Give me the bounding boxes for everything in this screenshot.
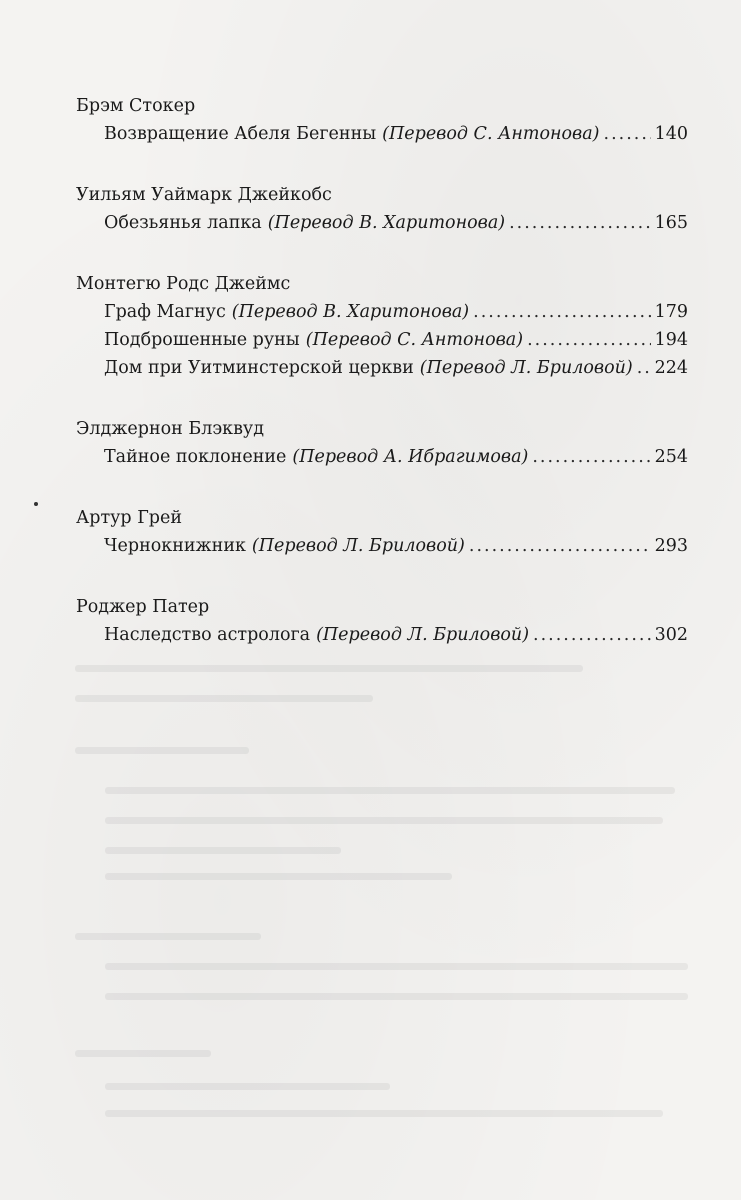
story-title: Наследство астролога xyxy=(104,625,311,645)
story-title: Граф Магнус xyxy=(104,302,226,322)
toc-section xyxy=(76,504,688,560)
bleed-through-line xyxy=(75,690,695,707)
story-title: Возвращение Абеля Бегенны xyxy=(104,124,377,144)
toc-entry xyxy=(104,326,688,354)
story-title: Обезьянья лапка xyxy=(104,213,262,233)
page-number: 254 xyxy=(654,447,688,467)
translator-credit: (Перевод Л. Бриловой) xyxy=(316,625,530,645)
toc-section xyxy=(76,593,688,649)
toc-section xyxy=(76,181,688,237)
author-name: Монтегю Родс Джеймс xyxy=(76,274,291,294)
page-number: 302 xyxy=(654,625,688,645)
bleed-through-line xyxy=(75,958,695,975)
dot-leader xyxy=(533,621,651,649)
toc-section xyxy=(76,270,688,382)
author-name: Брэм Стокер xyxy=(76,96,196,116)
page-number: 140 xyxy=(654,124,688,144)
bleed-through-line xyxy=(75,1105,695,1122)
author-name: Элджернон Блэквуд xyxy=(76,419,265,439)
bleed-through-line xyxy=(75,842,695,859)
dot-leader xyxy=(473,298,650,326)
toc-entry xyxy=(104,354,688,382)
dot-leader xyxy=(637,354,651,382)
page-number: 224 xyxy=(654,358,688,378)
bleed-through-line xyxy=(75,1078,695,1095)
story-title: Подброшенные руны xyxy=(104,330,300,350)
translator-credit: (Перевод С. Антонова) xyxy=(382,124,600,144)
bleed-through-line xyxy=(75,742,695,759)
translator-credit: (Перевод Л. Бриловой) xyxy=(251,536,465,556)
page-number: 179 xyxy=(654,302,688,322)
bleed-through-line xyxy=(75,928,695,945)
toc-entry xyxy=(104,621,688,649)
bleed-through-line xyxy=(75,988,695,1005)
toc-entry xyxy=(104,443,688,471)
toc-entry xyxy=(104,298,688,326)
page-number: 293 xyxy=(654,536,688,556)
story-title: Чернокнижник xyxy=(104,536,246,556)
author-name: Уильям Уаймарк Джейкобс xyxy=(76,185,332,205)
translator-credit: (Перевод В. Харитонова) xyxy=(231,302,470,322)
toc-entry xyxy=(104,120,688,148)
translator-credit: (Перевод С. Антонова) xyxy=(305,330,524,350)
story-title: Тайное поклонение xyxy=(104,447,287,467)
bleed-through-line xyxy=(75,782,695,799)
translator-credit: (Перевод В. Харитонова) xyxy=(267,213,506,233)
translator-credit: (Перевод А. Ибрагимова) xyxy=(292,447,529,467)
dot-leader xyxy=(509,209,650,237)
toc-section xyxy=(76,415,688,471)
page-number: 165 xyxy=(654,213,688,233)
table-of-contents xyxy=(76,92,688,649)
toc-section xyxy=(76,92,688,148)
toc-entry xyxy=(104,532,688,560)
story-title: Дом при Уитминстерской церкви xyxy=(104,358,414,378)
bleed-through-line xyxy=(75,660,695,677)
bleed-through-line xyxy=(75,1045,695,1062)
dot-leader xyxy=(532,443,650,471)
dot-leader xyxy=(527,326,651,354)
dot-leader xyxy=(604,120,651,148)
author-name: Роджер Патер xyxy=(76,597,210,617)
margin-dot xyxy=(34,502,38,506)
author-name: Артур Грей xyxy=(76,508,183,528)
page-number: 194 xyxy=(654,330,688,350)
translator-credit: (Перевод Л. Бриловой) xyxy=(419,358,633,378)
bleed-through-line xyxy=(75,812,695,829)
toc-entry xyxy=(104,209,688,237)
bleed-through-line xyxy=(75,868,695,885)
dot-leader xyxy=(469,532,651,560)
